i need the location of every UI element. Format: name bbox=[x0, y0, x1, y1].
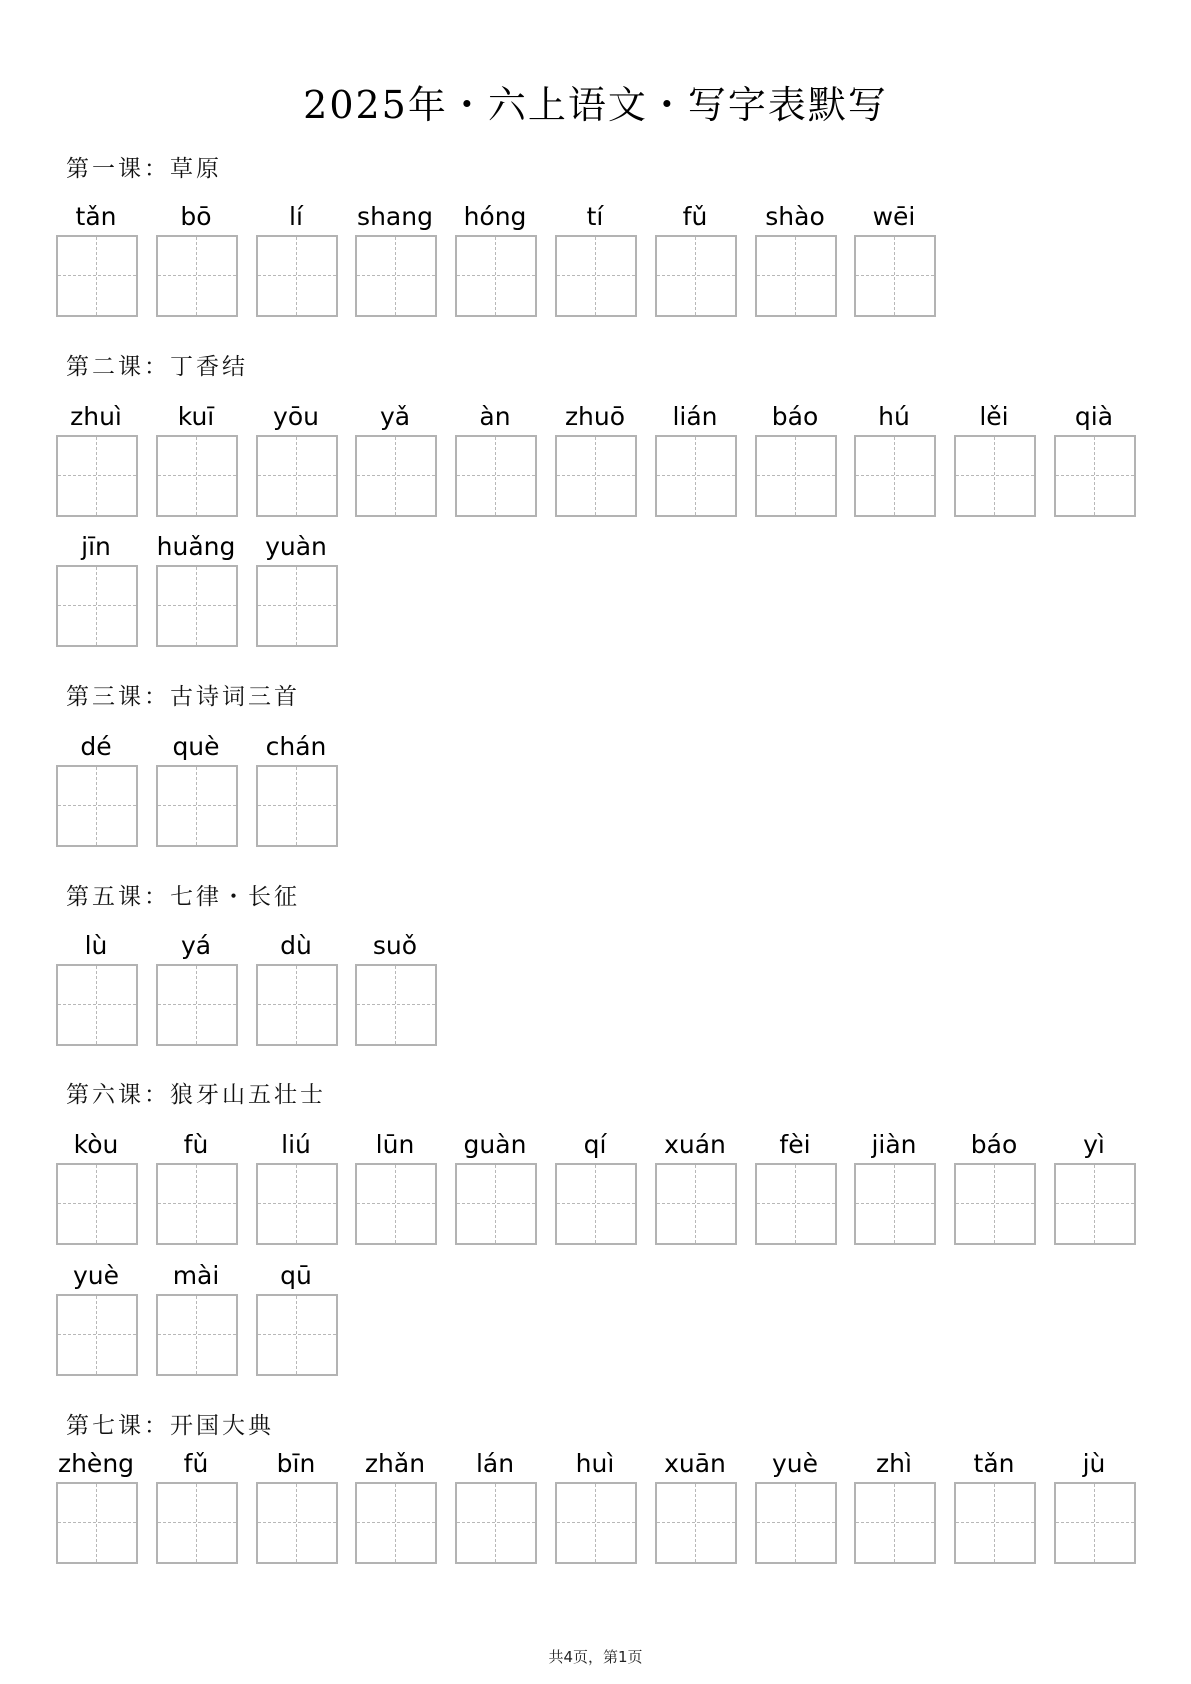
character-cell bbox=[954, 1130, 1034, 1240]
vertical-guide-line bbox=[395, 437, 396, 515]
vertical-guide-line bbox=[795, 437, 796, 515]
tianzige-writing-box[interactable] bbox=[954, 1482, 1036, 1564]
character-cell bbox=[355, 402, 435, 512]
vertical-guide-line bbox=[395, 966, 396, 1044]
character-cell bbox=[1054, 402, 1134, 512]
tianzige-writing-box[interactable] bbox=[555, 435, 637, 517]
page-footer: 共4页，第1页 bbox=[548, 1648, 643, 1666]
tianzige-writing-box[interactable] bbox=[954, 435, 1036, 517]
pinyin-label: shào bbox=[765, 202, 825, 231]
vertical-guide-line bbox=[495, 1484, 496, 1562]
pinyin-label: yuàn bbox=[265, 532, 327, 561]
horizontal-guide-line bbox=[158, 475, 236, 476]
character-cell bbox=[455, 202, 535, 312]
vertical-guide-line bbox=[296, 237, 297, 315]
horizontal-guide-line bbox=[58, 1522, 136, 1523]
pinyin-label: fèi bbox=[779, 1130, 811, 1159]
tianzige-writing-box[interactable] bbox=[56, 1482, 138, 1564]
horizontal-guide-line bbox=[158, 1004, 236, 1005]
vertical-guide-line bbox=[795, 1165, 796, 1243]
character-cell bbox=[156, 532, 236, 642]
pinyin-label: yuè bbox=[771, 1449, 819, 1478]
pinyin-label: wēi bbox=[872, 202, 916, 231]
character-cell bbox=[355, 1130, 435, 1240]
tianzige-writing-box[interactable] bbox=[854, 1163, 936, 1245]
pinyin-label: hóng bbox=[463, 202, 527, 231]
pinyin-label: què bbox=[172, 732, 220, 761]
pinyin-label: lěi bbox=[979, 402, 1009, 431]
horizontal-guide-line bbox=[258, 475, 336, 476]
character-cell bbox=[256, 1130, 336, 1240]
vertical-guide-line bbox=[894, 1165, 895, 1243]
character-cell bbox=[755, 202, 835, 312]
character-cell bbox=[755, 402, 835, 512]
horizontal-guide-line bbox=[956, 1522, 1034, 1523]
pinyin-label: suǒ bbox=[372, 931, 418, 960]
pinyin-label: zhuō bbox=[564, 402, 626, 431]
pinyin-label: dù bbox=[280, 931, 312, 960]
vertical-guide-line bbox=[296, 567, 297, 645]
character-cell bbox=[655, 202, 735, 312]
tianzige-writing-box[interactable] bbox=[555, 1482, 637, 1564]
section-heading: 第六课：狼牙山五壮士 bbox=[66, 1082, 326, 1108]
character-cell bbox=[56, 202, 136, 312]
tianzige-writing-box[interactable] bbox=[1054, 1482, 1136, 1564]
pinyin-label: lūn bbox=[375, 1130, 415, 1159]
horizontal-guide-line bbox=[457, 1203, 535, 1204]
tianzige-writing-box[interactable] bbox=[755, 1163, 837, 1245]
pinyin-label: jù bbox=[1082, 1449, 1106, 1478]
pinyin-label: xuān bbox=[664, 1449, 726, 1478]
vertical-guide-line bbox=[1094, 1165, 1095, 1243]
tianzige-writing-box[interactable] bbox=[56, 565, 138, 647]
horizontal-guide-line bbox=[557, 1203, 635, 1204]
horizontal-guide-line bbox=[557, 1522, 635, 1523]
character-cell bbox=[555, 1449, 635, 1559]
tianzige-writing-box[interactable] bbox=[256, 1294, 338, 1376]
tianzige-writing-box[interactable] bbox=[355, 435, 437, 517]
tianzige-writing-box[interactable] bbox=[1054, 1163, 1136, 1245]
character-cell bbox=[56, 402, 136, 512]
pinyin-label: yǎ bbox=[379, 402, 411, 431]
character-cell bbox=[854, 1130, 934, 1240]
character-cell bbox=[355, 202, 435, 312]
horizontal-guide-line bbox=[158, 1522, 236, 1523]
character-cell bbox=[156, 1261, 236, 1371]
tianzige-writing-box[interactable] bbox=[156, 964, 238, 1046]
horizontal-guide-line bbox=[357, 475, 435, 476]
horizontal-guide-line bbox=[158, 1203, 236, 1204]
tianzige-writing-box[interactable] bbox=[355, 1482, 437, 1564]
tianzige-writing-box[interactable] bbox=[256, 435, 338, 517]
character-cell bbox=[555, 402, 635, 512]
pinyin-label: chán bbox=[265, 732, 327, 761]
pinyin-label: kuī bbox=[177, 402, 215, 431]
pinyin-label: fǔ bbox=[183, 1449, 209, 1478]
pinyin-label: fǔ bbox=[682, 202, 708, 231]
tianzige-writing-box[interactable] bbox=[355, 235, 437, 317]
vertical-guide-line bbox=[695, 1484, 696, 1562]
tianzige-writing-box[interactable] bbox=[555, 235, 637, 317]
pinyin-label: qià bbox=[1074, 402, 1114, 431]
horizontal-guide-line bbox=[58, 275, 136, 276]
horizontal-guide-line bbox=[258, 605, 336, 606]
tianzige-writing-box[interactable] bbox=[954, 1163, 1036, 1245]
pinyin-label: shang bbox=[357, 202, 433, 231]
pinyin-label: lù bbox=[84, 931, 108, 960]
tianzige-writing-box[interactable] bbox=[56, 1294, 138, 1376]
character-cell bbox=[56, 931, 136, 1041]
horizontal-guide-line bbox=[757, 1522, 835, 1523]
vertical-guide-line bbox=[495, 237, 496, 315]
vertical-guide-line bbox=[595, 237, 596, 315]
horizontal-guide-line bbox=[258, 1203, 336, 1204]
vertical-guide-line bbox=[395, 1165, 396, 1243]
tianzige-writing-box[interactable] bbox=[854, 235, 936, 317]
horizontal-guide-line bbox=[856, 1522, 934, 1523]
pinyin-label: tí bbox=[586, 202, 604, 231]
vertical-guide-line bbox=[795, 237, 796, 315]
vertical-guide-line bbox=[395, 1484, 396, 1562]
vertical-guide-line bbox=[994, 1484, 995, 1562]
tianzige-writing-box[interactable] bbox=[256, 235, 338, 317]
tianzige-writing-box[interactable] bbox=[56, 235, 138, 317]
pinyin-label: dé bbox=[80, 732, 112, 761]
character-cell bbox=[954, 402, 1034, 512]
horizontal-guide-line bbox=[856, 475, 934, 476]
pinyin-label: huǎng bbox=[156, 532, 236, 561]
vertical-guide-line bbox=[196, 767, 197, 845]
vertical-guide-line bbox=[1094, 1484, 1095, 1562]
pinyin-label: lián bbox=[672, 402, 718, 431]
vertical-guide-line bbox=[695, 437, 696, 515]
character-cell bbox=[854, 1449, 934, 1559]
pinyin-label: tǎn bbox=[75, 202, 117, 231]
tianzige-writing-box[interactable] bbox=[156, 1482, 238, 1564]
pinyin-label: huì bbox=[575, 1449, 615, 1478]
pinyin-label: zhèng bbox=[57, 1449, 135, 1478]
horizontal-guide-line bbox=[657, 1203, 735, 1204]
horizontal-guide-line bbox=[657, 275, 735, 276]
character-cell bbox=[655, 1449, 735, 1559]
character-cell bbox=[455, 1449, 535, 1559]
horizontal-guide-line bbox=[457, 1522, 535, 1523]
character-cell bbox=[455, 402, 535, 512]
horizontal-guide-line bbox=[258, 805, 336, 806]
pinyin-label: mài bbox=[172, 1261, 220, 1290]
vertical-guide-line bbox=[96, 966, 97, 1044]
vertical-guide-line bbox=[994, 1165, 995, 1243]
horizontal-guide-line bbox=[158, 275, 236, 276]
character-cell bbox=[1054, 1449, 1134, 1559]
character-cell bbox=[56, 1449, 136, 1559]
horizontal-guide-line bbox=[956, 1203, 1034, 1204]
horizontal-guide-line bbox=[557, 475, 635, 476]
horizontal-guide-line bbox=[657, 475, 735, 476]
vertical-guide-line bbox=[96, 1296, 97, 1374]
character-cell bbox=[954, 1449, 1034, 1559]
pinyin-label: bīn bbox=[276, 1449, 316, 1478]
horizontal-guide-line bbox=[1056, 475, 1134, 476]
pinyin-label: àn bbox=[479, 402, 511, 431]
tianzige-writing-box[interactable] bbox=[156, 765, 238, 847]
tianzige-writing-box[interactable] bbox=[56, 1163, 138, 1245]
tianzige-writing-box[interactable] bbox=[455, 1163, 537, 1245]
vertical-guide-line bbox=[894, 1484, 895, 1562]
vertical-guide-line bbox=[296, 1165, 297, 1243]
horizontal-guide-line bbox=[856, 275, 934, 276]
horizontal-guide-line bbox=[457, 475, 535, 476]
tianzige-writing-box[interactable] bbox=[455, 1482, 537, 1564]
character-cell bbox=[854, 402, 934, 512]
horizontal-guide-line bbox=[657, 1522, 735, 1523]
character-cell bbox=[256, 732, 336, 842]
tianzige-writing-box[interactable] bbox=[854, 1482, 936, 1564]
vertical-guide-line bbox=[196, 966, 197, 1044]
horizontal-guide-line bbox=[258, 1004, 336, 1005]
vertical-guide-line bbox=[296, 966, 297, 1044]
character-cell bbox=[156, 732, 236, 842]
horizontal-guide-line bbox=[58, 805, 136, 806]
horizontal-guide-line bbox=[357, 1522, 435, 1523]
tianzige-writing-box[interactable] bbox=[256, 565, 338, 647]
vertical-guide-line bbox=[296, 767, 297, 845]
character-cell bbox=[156, 402, 236, 512]
tianzige-writing-box[interactable] bbox=[156, 1294, 238, 1376]
tianzige-writing-box[interactable] bbox=[355, 1163, 437, 1245]
horizontal-guide-line bbox=[258, 275, 336, 276]
tianzige-writing-box[interactable] bbox=[655, 435, 737, 517]
pinyin-label: guàn bbox=[463, 1130, 527, 1159]
vertical-guide-line bbox=[196, 1296, 197, 1374]
pinyin-label: qí bbox=[583, 1130, 607, 1159]
pinyin-label: zhǎn bbox=[364, 1449, 426, 1478]
pinyin-label: kòu bbox=[73, 1130, 119, 1159]
horizontal-guide-line bbox=[158, 605, 236, 606]
vertical-guide-line bbox=[595, 1484, 596, 1562]
character-cell bbox=[755, 1449, 835, 1559]
horizontal-guide-line bbox=[357, 275, 435, 276]
vertical-guide-line bbox=[495, 1165, 496, 1243]
pinyin-label: yuè bbox=[72, 1261, 120, 1290]
horizontal-guide-line bbox=[258, 1334, 336, 1335]
vertical-guide-line bbox=[695, 1165, 696, 1243]
pinyin-label: liú bbox=[281, 1130, 311, 1159]
vertical-guide-line bbox=[994, 437, 995, 515]
tianzige-writing-box[interactable] bbox=[56, 765, 138, 847]
character-cell bbox=[156, 1449, 236, 1559]
horizontal-guide-line bbox=[956, 475, 1034, 476]
tianzige-writing-box[interactable] bbox=[755, 435, 837, 517]
tianzige-writing-box[interactable] bbox=[156, 565, 238, 647]
section-heading: 第二课：丁香结 bbox=[66, 354, 248, 380]
vertical-guide-line bbox=[196, 437, 197, 515]
pinyin-label: lán bbox=[475, 1449, 515, 1478]
tianzige-writing-box[interactable] bbox=[156, 235, 238, 317]
tianzige-writing-box[interactable] bbox=[655, 1482, 737, 1564]
vertical-guide-line bbox=[96, 767, 97, 845]
vertical-guide-line bbox=[795, 1484, 796, 1562]
vertical-guide-line bbox=[296, 1296, 297, 1374]
page-title: 2025年・六上语文・写字表默写 bbox=[303, 83, 888, 127]
horizontal-guide-line bbox=[58, 605, 136, 606]
character-cell bbox=[256, 931, 336, 1041]
horizontal-guide-line bbox=[757, 275, 835, 276]
vertical-guide-line bbox=[96, 567, 97, 645]
tianzige-writing-box[interactable] bbox=[854, 435, 936, 517]
character-cell bbox=[755, 1130, 835, 1240]
horizontal-guide-line bbox=[457, 275, 535, 276]
tianzige-writing-box[interactable] bbox=[555, 1163, 637, 1245]
character-cell bbox=[355, 931, 435, 1041]
vertical-guide-line bbox=[96, 1484, 97, 1562]
character-cell bbox=[555, 1130, 635, 1240]
tianzige-writing-box[interactable] bbox=[256, 964, 338, 1046]
character-cell bbox=[256, 1449, 336, 1559]
vertical-guide-line bbox=[196, 567, 197, 645]
character-cell bbox=[555, 202, 635, 312]
pinyin-label: báo bbox=[970, 1130, 1018, 1159]
section-heading: 第三课：古诗词三首 bbox=[66, 684, 300, 710]
horizontal-guide-line bbox=[757, 475, 835, 476]
horizontal-guide-line bbox=[357, 1203, 435, 1204]
pinyin-label: fù bbox=[183, 1130, 209, 1159]
character-cell bbox=[655, 402, 735, 512]
tianzige-writing-box[interactable] bbox=[355, 964, 437, 1046]
tianzige-writing-box[interactable] bbox=[156, 1163, 238, 1245]
vertical-guide-line bbox=[395, 237, 396, 315]
horizontal-guide-line bbox=[1056, 1522, 1134, 1523]
horizontal-guide-line bbox=[856, 1203, 934, 1204]
pinyin-label: tǎn bbox=[973, 1449, 1015, 1478]
horizontal-guide-line bbox=[757, 1203, 835, 1204]
vertical-guide-line bbox=[695, 237, 696, 315]
vertical-guide-line bbox=[894, 237, 895, 315]
character-cell bbox=[156, 931, 236, 1041]
vertical-guide-line bbox=[96, 1165, 97, 1243]
vertical-guide-line bbox=[595, 1165, 596, 1243]
character-cell bbox=[156, 1130, 236, 1240]
horizontal-guide-line bbox=[357, 1004, 435, 1005]
pinyin-label: yì bbox=[1083, 1130, 1105, 1159]
pinyin-label: bō bbox=[180, 202, 212, 231]
horizontal-guide-line bbox=[557, 275, 635, 276]
character-cell bbox=[256, 202, 336, 312]
tianzige-writing-box[interactable] bbox=[156, 435, 238, 517]
horizontal-guide-line bbox=[158, 1334, 236, 1335]
vertical-guide-line bbox=[296, 437, 297, 515]
character-cell bbox=[56, 1130, 136, 1240]
vertical-guide-line bbox=[595, 437, 596, 515]
character-cell bbox=[56, 1261, 136, 1371]
tianzige-writing-box[interactable] bbox=[256, 1482, 338, 1564]
pinyin-label: zhuì bbox=[70, 402, 122, 431]
horizontal-guide-line bbox=[58, 1334, 136, 1335]
pinyin-label: yá bbox=[180, 931, 212, 960]
character-cell bbox=[56, 532, 136, 642]
character-cell bbox=[455, 1130, 535, 1240]
character-cell bbox=[56, 732, 136, 842]
tianzige-writing-box[interactable] bbox=[256, 1163, 338, 1245]
horizontal-guide-line bbox=[158, 805, 236, 806]
vertical-guide-line bbox=[1094, 437, 1095, 515]
tianzige-writing-box[interactable] bbox=[56, 964, 138, 1046]
pinyin-label: lí bbox=[289, 202, 303, 231]
pinyin-label: xuán bbox=[664, 1130, 726, 1159]
character-cell bbox=[355, 1449, 435, 1559]
tianzige-writing-box[interactable] bbox=[455, 435, 537, 517]
tianzige-writing-box[interactable] bbox=[455, 235, 537, 317]
vertical-guide-line bbox=[96, 437, 97, 515]
tianzige-writing-box[interactable] bbox=[1054, 435, 1136, 517]
pinyin-label: jiàn bbox=[871, 1130, 917, 1159]
pinyin-label: báo bbox=[771, 402, 819, 431]
horizontal-guide-line bbox=[258, 1522, 336, 1523]
vertical-guide-line bbox=[894, 437, 895, 515]
horizontal-guide-line bbox=[58, 1004, 136, 1005]
character-cell bbox=[1054, 1130, 1134, 1240]
pinyin-label: jīn bbox=[81, 532, 111, 561]
section-heading: 第五课：七律・长征 bbox=[66, 884, 300, 910]
vertical-guide-line bbox=[495, 437, 496, 515]
character-cell bbox=[256, 532, 336, 642]
horizontal-guide-line bbox=[1056, 1203, 1134, 1204]
tianzige-writing-box[interactable] bbox=[655, 235, 737, 317]
character-cell bbox=[256, 1261, 336, 1371]
pinyin-label: hú bbox=[878, 402, 910, 431]
section-heading: 第七课：开国大典 bbox=[66, 1413, 274, 1439]
pinyin-label: zhì bbox=[876, 1449, 912, 1478]
vertical-guide-line bbox=[96, 237, 97, 315]
vertical-guide-line bbox=[196, 1484, 197, 1562]
character-cell bbox=[256, 402, 336, 512]
tianzige-writing-box[interactable] bbox=[256, 765, 338, 847]
horizontal-guide-line bbox=[58, 475, 136, 476]
character-cell bbox=[655, 1130, 735, 1240]
character-cell bbox=[854, 202, 934, 312]
character-cell bbox=[156, 202, 236, 312]
vertical-guide-line bbox=[296, 1484, 297, 1562]
horizontal-guide-line bbox=[58, 1203, 136, 1204]
vertical-guide-line bbox=[196, 1165, 197, 1243]
tianzige-writing-box[interactable] bbox=[755, 235, 837, 317]
section-heading: 第一课：草原 bbox=[66, 156, 222, 182]
pinyin-label: yōu bbox=[273, 402, 319, 431]
tianzige-writing-box[interactable] bbox=[56, 435, 138, 517]
pinyin-label: qū bbox=[280, 1261, 312, 1290]
tianzige-writing-box[interactable] bbox=[755, 1482, 837, 1564]
tianzige-writing-box[interactable] bbox=[655, 1163, 737, 1245]
vertical-guide-line bbox=[196, 237, 197, 315]
